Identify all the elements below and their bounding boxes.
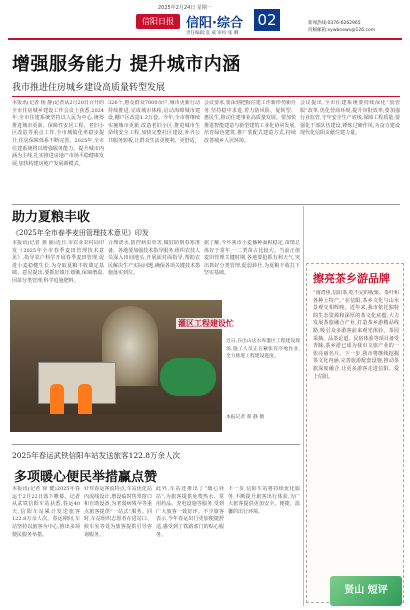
lead-column-2: 326个,惠及群众7000余户,城市更新行动持续推进,完成城市体检,启动海绵城市建设,棚户区改造1.2万套。今年,全市将继续实施城市更新,改造老旧小区,推进城市生命线安全工程,加快完整社区建设,补齐公共服务短板,让群众生活更便利、更舒适。 [108, 100, 200, 144]
bottom-column-4: 下一步,信阳车站将持续优化服务,不断提升旅客出行体验,为广大旅客提供更加安全、便捷、温馨的出行环境。 [228, 486, 300, 515]
page-number: 02 [254, 9, 280, 31]
section-title: 信阳·综合 [186, 16, 243, 31]
bottom-kicker: 2025年春运武铁信阳车站发送旅客122.8万余人次 [12, 451, 181, 460]
column-logo: 贤山 短评 [330, 576, 402, 606]
lead-column-4: 会议提出,全市住建系统要持续深化“放管服”改革,优化营商环境,提升审批效率;要加强行业监管,守牢安全生产底线,保障工程质量;要强化干部队伍建设,锤炼过硬作风,为奋力建设现代化信阳贡献住建力量。 [300, 100, 400, 137]
mid-column-3: 据了解,今年我市小麦播种面积稳定,苗情总体好于常年,一二类苗占比较大。当前正值麦田管理关键时期,各地要抢抓有利天气,突出抓好分类管理,促弱转壮,为夏粮丰收打下坚实基础。 [204, 240, 300, 277]
submission-email: 投稿邮箱:xywbnews@126.com [308, 28, 376, 33]
divider [12, 444, 300, 445]
divider [12, 204, 400, 205]
sidebar-body: “南湾鱼,信阳茶,吃不完的板栗、茶叶和各种土特产。”在信阳,茶乡文化与山水景观交相辉映。近年来,我市依托独特的生态资源和深厚的茶文化底蕴,大力发展茶旅融合产业,打造茶乡游精品线路,吸引众多游客前来观光体验。茶园采摘、品茶论道、民宿体验等项目备受青睐,茶乡游已成为我市文旅产业的一张亮丽名片。下一步,我市将继续挖掘茶文化内涵,完善旅游配套设施,推动茶旅深度融合,让更多游客走进信阳、爱上信阳。 [313, 290, 399, 380]
mid-column-1: 本报讯(记者 龚 丽)近日,市农业农村局印发《2025年全市春季麦田管理技术意见》,指导农户科学开展春季麦田管理,促进小麦稳健生长,为夺取夏粮丰收奠定基础。意见提出,要抓好镇压划锄,保墒增温,因苗分类管理,科学追施肥料。 [12, 240, 104, 284]
bottom-column-2: 针对春运客流特点,车站优化站内流线设计,增设临时售票窗口和自助设备,为老弱病残孕等重点旅客提供“一站式”服务。同时,车站组织志愿者在进站口、候车室等处为旅客提供引导咨询服务。 [84, 486, 152, 538]
sidebar-headline: 擦亮茶乡游品牌 [313, 272, 390, 285]
bottom-column-3: 此外,车站还推出了“暖心驿站”,为旅客提供免费热水、常用药品、充电设施等服务,受到广大旅客一致好评。不少旅客表示,今年春运出行更加便捷舒适,感受到了铁路部门的贴心服务。 [156, 486, 224, 538]
lead-subheadline: 我市推进住房城乡建设高质量转型发展 [12, 83, 166, 93]
masthead [8, 4, 402, 40]
lead-headline: 增强服务能力 提升城市内涵 [12, 54, 241, 75]
photo-caption: 近日,在出山店水库灌区工程建设现场,施工人员正在紧张有序地作业,全力推进工程建设进度。 [226, 339, 300, 360]
divider [12, 96, 400, 97]
lead-column-3: 会议要求,要深刻把握住建工作新形势新任务,坚持稳中求进,着力防风险、促转型、惠民生,推动住建事业高质量发展。要加快推进智能建造与新型建筑工业化协同发展,培育绿色建筑,推广装配式建造方式,持续改善城乡人居环境。 [204, 100, 296, 144]
paper-logo: 信阳日报 [136, 14, 180, 29]
bottom-headline: 多项暖心便民举措赢点赞 [14, 470, 158, 485]
column-divider [303, 206, 304, 606]
photo-credit: 本报记者 蔡 静 摄 [226, 415, 265, 420]
lead-column-1: 本报讯(记者 杨 静)记者从2月20日召开的全市住房城乡建设工作会议上获悉,2024年,全市住建系统坚持以人民为中心,统筹推进城市更新、保障性安居工程、老旧小区改造等重点工作,全市城镇化率稳步提升,住房保障体系不断完善。2025年,全市住建系统将以增强服务能力、提升城市内涵为主线,扎实推进房地产市场平稳健康发展,加快构建房地产发展新模式。 [12, 100, 104, 167]
mid-column-2: 合理浇水,防控病虫草害,做好防倒春寒准备。各地要加强技术指导服务,组织农技人员深入田间地头,开展面对面指导,帮助农民解决生产实际问题,确保各项关键技术措施落实到位。 [108, 240, 200, 277]
bottom-column-1: 本报讯(记者 徐 健)2025年春运于2月22日落下帷幕。记者从武铁信阳车站获悉,春运40天,信阳车站累计发送旅客122.8万余人次。春运期间,车站坚持以旅客为中心,推出多项便民服务举措。 [12, 486, 80, 538]
sidebar-commentary [306, 263, 404, 603]
mid-subheadline: 《2025年全市春季麦田管理技术意见》印发 [12, 229, 149, 237]
editor-meta: 责任编辑:袁 威 审校:张 卿 [186, 31, 239, 36]
news-hotline: 新闻热线:0376-6262965 [308, 21, 361, 26]
mid-headline: 助力夏粮丰收 [12, 210, 91, 225]
photo-title: 灌区工程建设忙 [178, 319, 234, 328]
ground-shape [10, 414, 222, 432]
machine-shape [160, 358, 216, 396]
issue-date: 2025年2月24日 星期一 [158, 5, 212, 11]
